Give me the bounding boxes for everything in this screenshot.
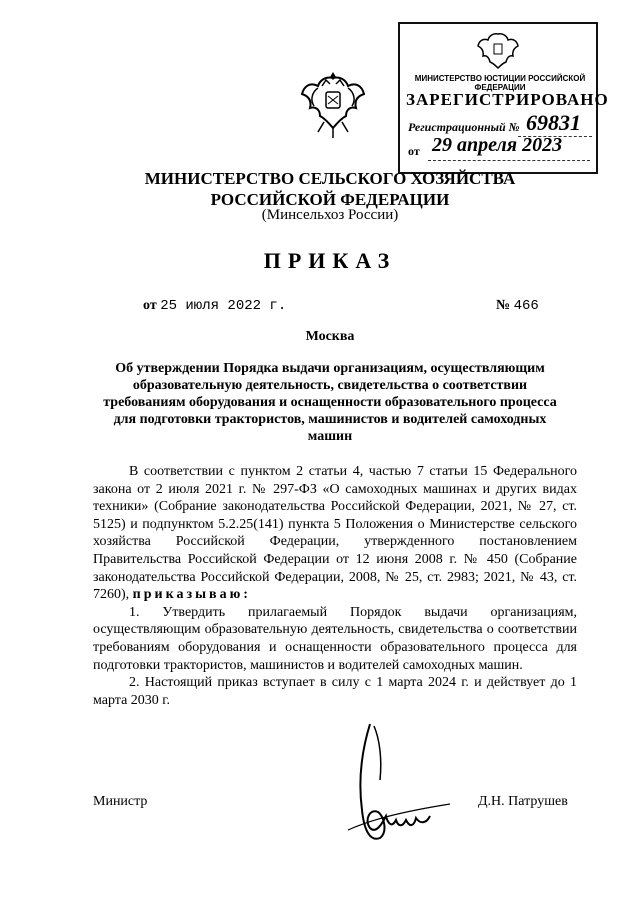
body-paragraph-3: 2. Настоящий приказ вступает в силу с 1 марта 2024 г. и действует до 1 марта 2030 г. [93,675,577,708]
stamp-date-prefix: от [408,144,420,158]
stamp-registration-number: 69831 [526,110,581,135]
signer-position: Министр [93,794,148,809]
order-date-value: 25 июля 2022 г. [160,298,287,314]
ministry-short-name: (Минсельхоз России) [261,207,399,223]
order-city: Москва [305,329,355,344]
coat-of-arms-emblem [298,66,368,142]
stamp-registration-label: Регистрационный № [408,120,520,134]
stamp-date-underline [428,160,590,162]
handwritten-signature [340,720,460,850]
preamble-text: В соответствии с пунктом 2 статьи 4, частью 7 статьи 15 Федерального закона от 2 июля 2021 г. № 297-ФЗ «О самоходных машинах и других видах техники» (Собрание законодательства Российской Федерации, 2021, № 27, ст. 5125) и подпунктом 5.2.25(141) пункта 5 Положения о Министерстве сельского хозяйства Российской Федерации, утвержденного постановлением Правительства Российской Федерации от 12 июня 2008 г. № 450 (Собрание законодательства Российской Федерации, 2008, № 25, ст. 2983; 2021, № 43, ст. 7260), [93,464,577,603]
order-title: Об утверждении Порядка выдачи организациям, осуществляющим образовательную деятельность, свидетельства о соответствии требованиям оборудования и оснащенности образовательного процесса для подготовки трактористов, машинистов и водителей самоходных машин [103,361,557,444]
ministry-name: МИНИСТЕРСТВО СЕЛЬСКОГО ХОЗЯЙСТВА РОССИЙСКОЙ ФЕДЕРАЦИИ [144,169,516,209]
stamp-ministry-name: МИНИСТЕРСТВО ЮСТИЦИИ РОССИЙСКОЙ ФЕДЕРАЦИИ [414,74,586,92]
stamp-registration-date: 29 апреля 2023 [432,134,563,156]
signer-name: Д.Н. Патрушев [478,794,568,809]
order-body [93,463,577,709]
registration-stamp [398,22,609,174]
order-number-value: 466 [513,298,539,314]
order-word: приказываю: [132,587,251,603]
body-paragraph-2: 1. Утвердить прилагаемый Порядок выдачи организациям, осуществляющим образовательную деятельность, свидетельства о соответствии требованиям оборудования и оснащенности образовательного процесса для подготовки трактористов, машинистов и водителей самоходных машин. [93,604,577,673]
order-date [143,298,286,314]
stamp-registered-label: ЗАРЕГИСТРИРОВАНО [406,90,609,109]
order-number-prefix: № [496,298,511,313]
body-paragraph-1 [93,463,577,604]
document-type-heading: ПРИКАЗ [263,248,397,273]
stamp-emblem-icon [476,30,520,70]
order-number [496,298,539,314]
order-date-prefix: от [143,298,157,313]
